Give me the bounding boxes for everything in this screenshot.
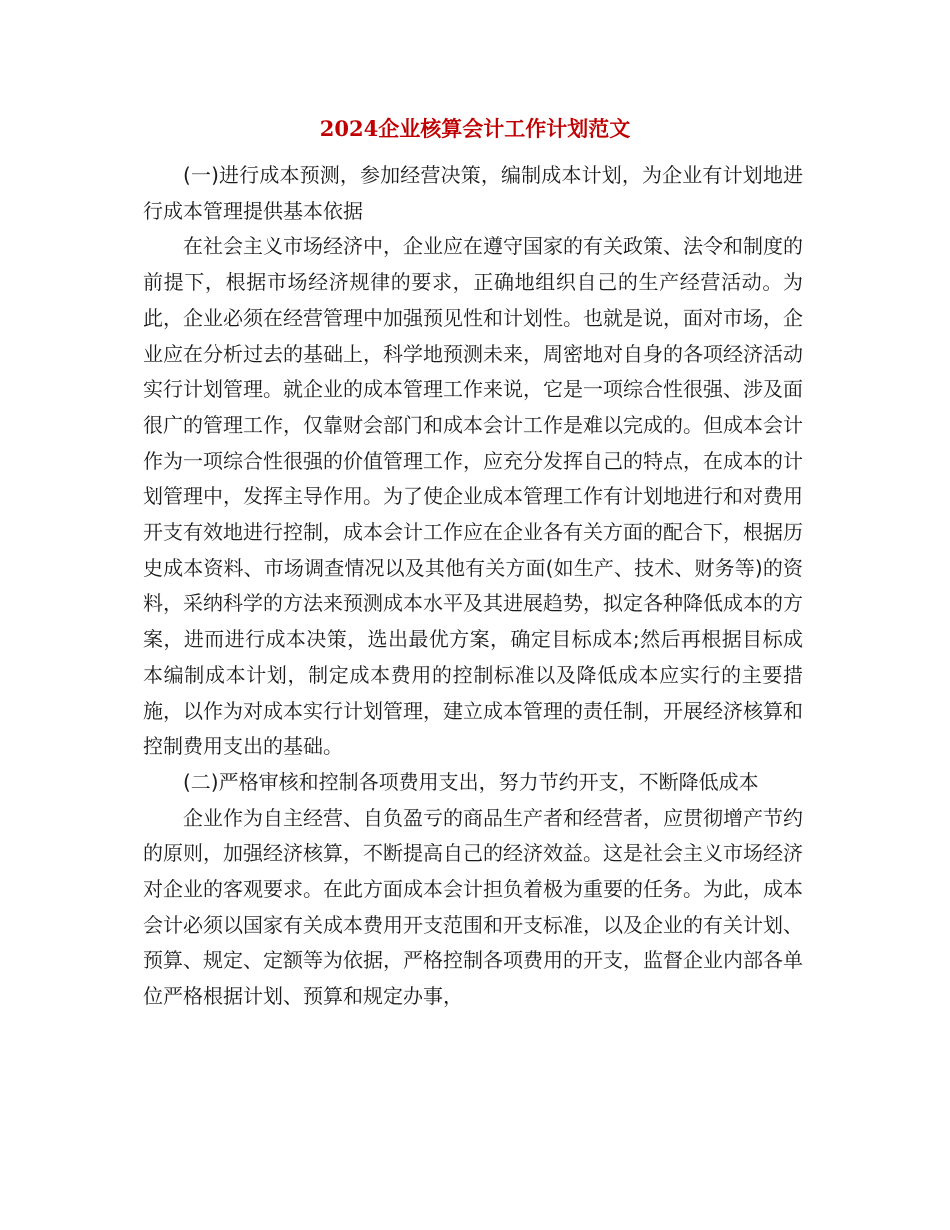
document-title: 2024企业核算会计工作计划范文 <box>319 116 631 141</box>
section-heading-2: (二)严格审核和控制各项费用支出，努力节约开支，不断降低成本 <box>183 769 759 794</box>
section-heading-1: (一)进行成本预测，参加经营决策，编制成本计划，为企业有计划地进行成本管理提供基本依据 <box>143 163 803 223</box>
document-body <box>143 158 803 1015</box>
paragraph-2: 企业作为自主经营、自负盈亏的商品生产者和经营者，应贯彻增产节约的原则，加强经济核算，不断提高自己的经济效益。这是社会主义市场经济对企业的客观要求。在此方面成本会计担负着极为重要的任务。为此，成本会计必须以国家有关成本费用开支范围和开支标准，以及企业的有关计划、预算、规定、定额等为依据，严格控制各项费用的开支，监督企业内部各单位严格根据计划、预算和规定办事， <box>143 805 803 1009</box>
paragraph-1: 在社会主义市场经济中，企业应在遵守国家的有关政策、法令和制度的前提下，根据市场经济规律的要求，正确地组织自己的生产经营活动。为此，企业必须在经营管理中加强预见性和计划性。也就是说，面对市场，企业应在分析过去的基础上，科学地预测未来，周密地对自身的各项经济活动实行计划管理。就企业的成本管理工作来说，它是一项综合性很强、涉及面很广的管理工作，仅靠财会部门和成本会计工作是难以完成的。但成本会计作为一项综合性很强的价值管理工作，应充分发挥自己的特点，在成本的计划管理中，发挥主导作用。为了使企业成本管理工作有计划地进行和对费用开支有效地进行控制，成本会计工作应在企业各有关方面的配合下，根据历史成本资料、市场调查情况以及其他有关方面(如生产、技术、财务等)的资料，采纳科学的方法来预测成本水平及其进展趋势，拟定各种降低成本的方案，进而进行成本决策，选出最优方案，确定目标成本;然后再根据目标成本编制成本计划，制定成本费用的控制标准以及降低成本应实行的主要措施，以作为对成本实行计划管理，建立成本管理的责任制，开展经济核算和控制费用支出的基础。 <box>143 234 803 759</box>
